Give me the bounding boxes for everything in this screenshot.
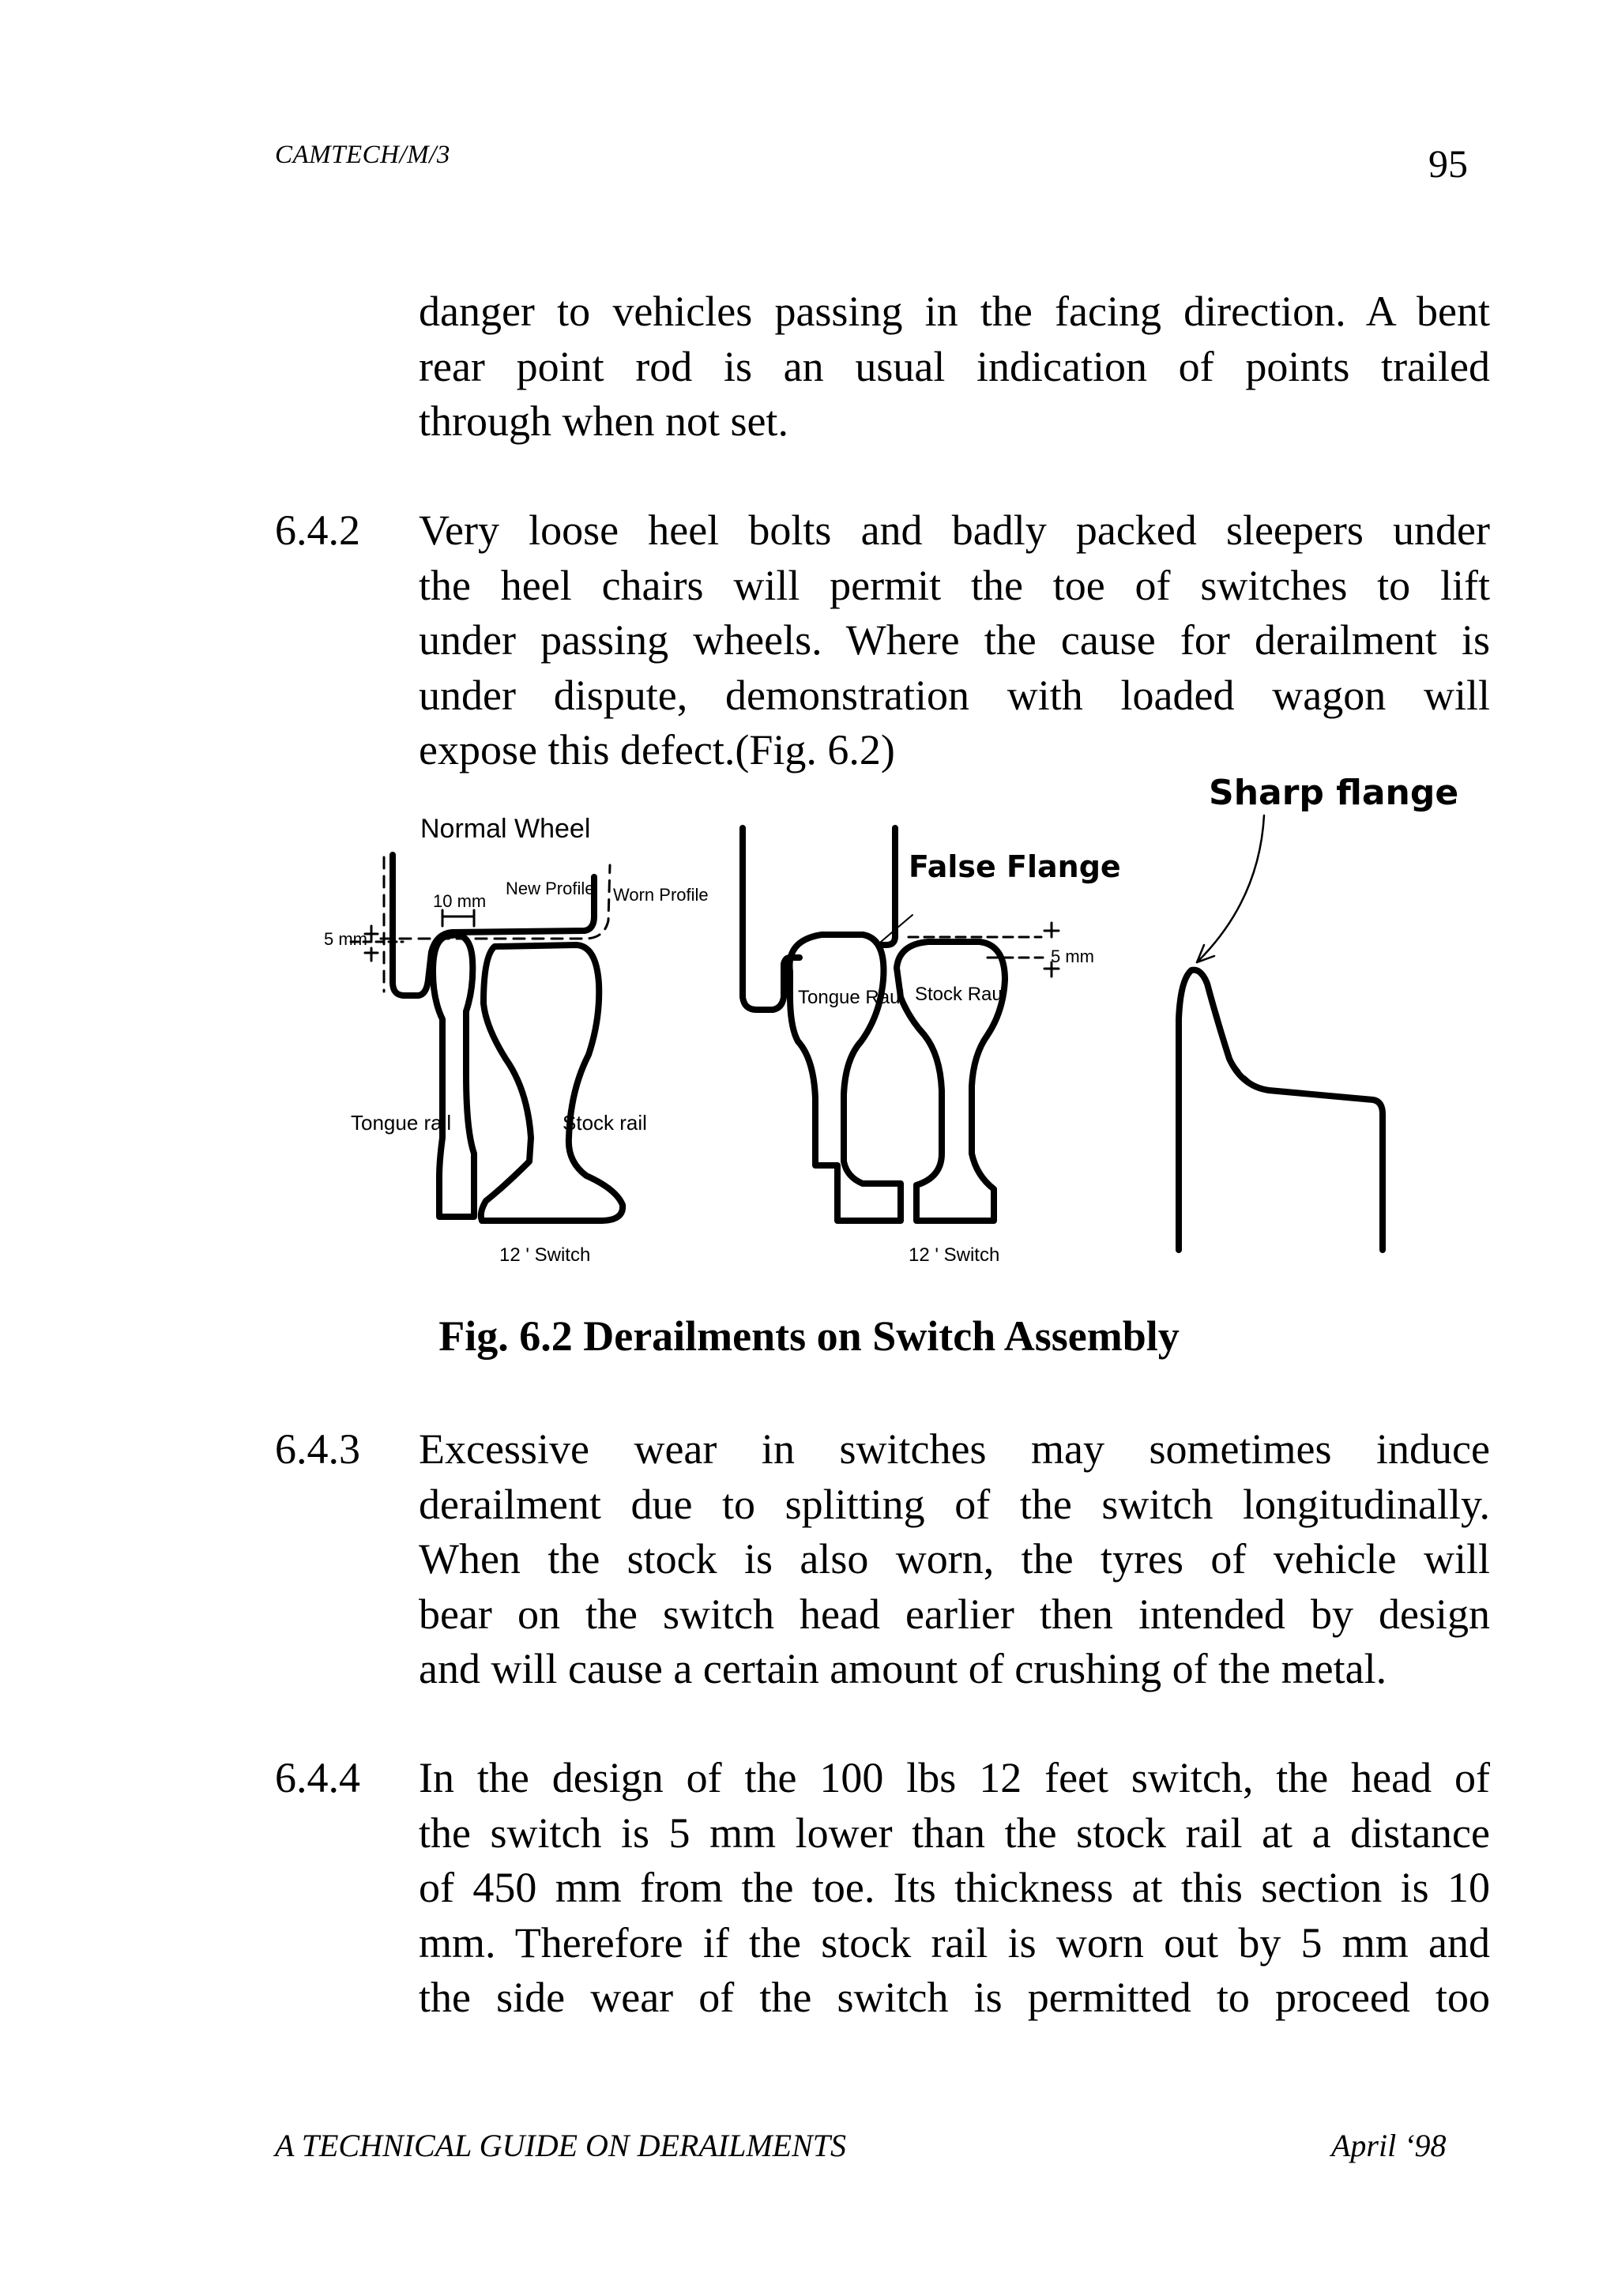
- text-line: under passing wheels. Where the cause for derailment is: [419, 616, 1490, 664]
- label-worn-profile: Worn Profile: [613, 885, 709, 905]
- label-switch-left: 12 ' Switch: [499, 1244, 591, 1266]
- footer-title: A TECHNICAL GUIDE ON DERAILMENTS: [275, 2128, 847, 2163]
- figure-switch-derailments: [0, 758, 1618, 1280]
- label-5mm: 5 mm: [324, 929, 367, 949]
- label-5mm-middle: 5 mm: [1051, 947, 1094, 966]
- text-line: In the design of the 100 lbs 12 feet switch, the head of: [419, 1754, 1490, 1801]
- text-line: Very loose heel bolts and badly packed sleepers under: [419, 506, 1490, 554]
- label-stock-rail: Stock rail: [563, 1111, 647, 1135]
- text-line: under dispute, demonstration with loaded wagon will: [419, 671, 1490, 719]
- middle-diagram: [743, 828, 1059, 1221]
- label-switch-middle: 12 ' Switch: [909, 1244, 1000, 1266]
- paragraph-6-4-4: [419, 1751, 1490, 2026]
- footer-date: April ‘98: [1331, 2128, 1447, 2163]
- text-line: derailment due to splitting of the switch longitudinally.: [419, 1480, 1490, 1528]
- label-new-profile: New Profile: [506, 879, 595, 898]
- label-stock-raul: Stock Raul: [915, 984, 1007, 1005]
- text-line: the side wear of the switch is permitted to proceed too: [419, 1974, 1490, 2021]
- left-diagram: [351, 855, 623, 1221]
- text-line: expose this defect.(Fig. 6.2): [419, 726, 895, 773]
- page-number: 95: [1428, 141, 1468, 186]
- paragraph-continuation: [419, 284, 1490, 450]
- text-line: When the stock is also worn, the tyres of vehicle will: [419, 1535, 1490, 1583]
- section-number: 6.4.3: [275, 1425, 360, 1473]
- section-number: 6.4.2: [275, 506, 360, 554]
- label-10mm: 10 mm: [433, 891, 487, 911]
- paragraph-6-4-2: [419, 503, 1490, 778]
- text-line: the heel chairs will permit the toe of switches to lift: [419, 561, 1490, 609]
- section-number: 6.4.4: [275, 1754, 360, 1801]
- label-tongue-raul: Tongue Raul: [798, 987, 905, 1008]
- header-doc-code: CAMTECH/M/3: [275, 141, 450, 169]
- text-line: danger to vehicles passing in the facing direction. A bent: [419, 288, 1490, 335]
- text-line: of 450 mm from the toe. Its thickness at this section is 10: [419, 1864, 1490, 1911]
- text-line: bear on the switch head earlier then intended by design: [419, 1590, 1490, 1638]
- text-line: rear point rod is an usual indication of points trailed: [419, 342, 1490, 390]
- text-line: Excessive wear in switches may sometimes induce: [419, 1425, 1490, 1473]
- text-line: mm. Therefore if the stock rail is worn out by 5 mm and: [419, 1918, 1490, 1967]
- text-line: and will cause a certain amount of crushing of the metal.: [419, 1645, 1387, 1692]
- label-normal-wheel: Normal Wheel: [420, 814, 591, 844]
- label-false-flange: False Flange: [909, 849, 1121, 884]
- label-sharp-flange: Sharp flange: [1209, 773, 1459, 813]
- paragraph-6-4-3: [419, 1422, 1490, 1697]
- right-diagram: [1179, 815, 1383, 1250]
- figure-caption: Fig. 6.2 Derailments on Switch Assembly: [438, 1312, 1180, 1360]
- text-line: through when not set.: [419, 397, 788, 445]
- label-tongue-rail: Tongue rail: [351, 1111, 452, 1135]
- text-line: the switch is 5 mm lower than the stock rail at a distance: [419, 1809, 1490, 1857]
